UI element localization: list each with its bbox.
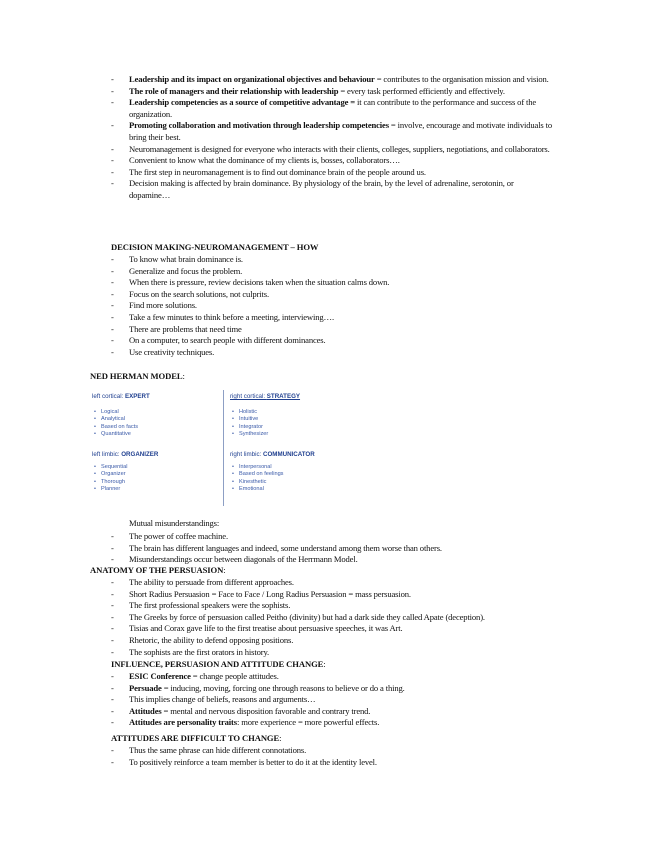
list-item — [0, 155, 655, 167]
dash-bullet: - — [111, 254, 114, 264]
dash-bullet: - — [111, 588, 114, 599]
dash-bullet: - — [111, 756, 114, 767]
item-text: Tisias and Corax gave life to the first treatise about persuasive speeches, it was Art. — [129, 623, 403, 634]
dash-bullet: - — [111, 694, 114, 705]
item-text: = inducing, moving, forcing one through reasons to believe or do a thing. — [161, 682, 405, 693]
dash-bullet: - — [111, 346, 114, 357]
quadrant-left-cortical — [92, 392, 220, 439]
heading-decision-making: DECISION MAKING-NEUROMANAGEMENT – HOW — [111, 242, 319, 252]
bullet-icon: • — [94, 486, 96, 493]
quadrant-item — [230, 416, 348, 423]
bullet-icon: • — [94, 409, 96, 415]
item-text: On a computer, to search people with different dominances. — [129, 335, 326, 346]
list-item — [0, 97, 655, 120]
bold-term: Attitudes — [129, 705, 162, 716]
item-text: = change people attitudes. — [190, 671, 279, 681]
quadrant-item — [230, 424, 348, 431]
dash-bullet: - — [111, 705, 114, 716]
list-item — [0, 324, 655, 336]
dash-bullet: - — [111, 717, 114, 728]
dash-bullet: - — [111, 671, 114, 681]
dash-bullet: - — [111, 311, 114, 322]
list-item — [0, 178, 655, 201]
item-text: Short Radius Persuasion = Face to Face / Long Radius Persuasion = mass persuasion. — [129, 588, 411, 599]
dash-bullet: - — [111, 300, 114, 311]
quadrant-item-text: Emotional — [239, 486, 264, 493]
bullet-icon: • — [94, 471, 96, 478]
dash-bullet: - — [111, 554, 114, 565]
dash-bullet: - — [111, 577, 114, 587]
list-item — [0, 531, 655, 543]
bullet-icon: • — [232, 486, 234, 493]
heading-attitudes: ATTITUDES ARE DIFFICULT TO CHANGE: — [111, 733, 282, 743]
list-item — [0, 745, 655, 757]
item-text: it can contribute to the performance and success of the organization. — [129, 97, 537, 119]
bullet-icon: • — [94, 464, 96, 470]
quadrant-title: right limbic: COMMUNICATOR — [230, 451, 315, 458]
list-item — [0, 612, 655, 624]
item-text: There are problems that need time — [129, 323, 242, 334]
dash-bullet: - — [111, 611, 114, 622]
item-text: To know what brain dominance is. — [129, 254, 243, 264]
dash-bullet: - — [111, 646, 114, 657]
item-text: The sophists are the first orators in history. — [129, 646, 270, 657]
bold-term: Leadership competencies as a source of competitive advantage = — [129, 97, 356, 108]
bold-term: Promoting collaboration and motivation through leadership competencies — [129, 120, 389, 131]
dash-bullet: - — [111, 745, 114, 755]
item-text: Rhetoric, the ability to defend opposing positions. — [129, 634, 294, 645]
bullet-icon: • — [94, 431, 96, 438]
quadrant-item-text: Interpersonal — [239, 464, 272, 470]
quadrant-item-text: Integrator — [239, 423, 263, 430]
dash-bullet: - — [111, 623, 114, 634]
dash-bullet: - — [111, 85, 114, 96]
quadrant-item-text: Intuitive — [239, 416, 259, 423]
bullet-icon: • — [94, 416, 96, 423]
item-text: Neuromanagement is designed for everyone who interacts with their clients, colleges, suppliers, negotiations, and collaborators. — [129, 143, 550, 154]
bold-term: Persuade — [129, 682, 162, 693]
influence-list — [0, 671, 655, 729]
item-text: The Greeks by force of persuasion called Peitho (divinity) but had a dark side they called Apate (deception). — [129, 611, 485, 622]
dash-bullet: - — [111, 634, 114, 645]
quadrant-item — [92, 464, 220, 471]
dash-bullet: - — [111, 97, 114, 108]
list-item — [0, 254, 655, 266]
item-text: The first step in neuromanagement is to find out dominance brain of the people around us. — [129, 166, 426, 177]
item-text: The first professional speakers were the sophists. — [129, 600, 291, 611]
quadrant-item-text: Based on feelings — [239, 471, 284, 478]
quadrant-title: right cortical: STRATEGY — [230, 393, 301, 400]
list-item — [0, 600, 655, 612]
dash-bullet: - — [111, 682, 114, 693]
heading-influence: INFLUENCE, PERSUASION AND ATTITUDE CHANGE: — [111, 659, 326, 669]
bullet-icon: • — [232, 416, 234, 423]
list-item — [0, 683, 655, 695]
quadrant-item-text: Sequential — [101, 464, 128, 470]
quadrant-item — [230, 409, 348, 416]
list-item — [0, 694, 655, 706]
dash-bullet: - — [111, 531, 114, 541]
item-text: Find more solutions. — [129, 300, 197, 311]
dash-bullet: - — [111, 265, 114, 276]
item-text: Take a few minutes to think before a meeting, interviewing…. — [129, 311, 334, 322]
quadrant-item-text: Kinesthetic — [239, 478, 267, 485]
list-item — [0, 647, 655, 659]
quadrant-item-text: Based on facts — [101, 423, 139, 430]
quadrant-title: left cortical: EXPERT — [92, 393, 150, 400]
list-item — [0, 167, 655, 179]
list-item — [0, 86, 655, 98]
list-item — [0, 671, 655, 683]
item-text: To positively reinforce a team member is better to do it at the identity level. — [129, 756, 377, 767]
dash-bullet: - — [111, 288, 114, 299]
list-item — [0, 543, 655, 555]
quadrant-item — [92, 424, 220, 431]
quadrant-item — [230, 471, 348, 478]
list-item — [0, 589, 655, 601]
item-text: Generalize and focus the problem. — [129, 265, 243, 276]
item-text: The power of coffee machine. — [129, 531, 228, 541]
quadrant-item — [92, 416, 220, 423]
quadrant-item — [230, 486, 348, 493]
quadrant-item-text: Quantitative — [101, 431, 131, 438]
list-item — [0, 706, 655, 718]
decision-list — [0, 254, 655, 358]
dash-bullet: - — [111, 178, 114, 189]
item-text: Decision making is affected by brain dominance. By physiology of the brain, by the level of adrenaline, serotonin, or dopamine… — [129, 178, 514, 200]
item-text: = involve, encourage and motivate individuals to bring their best. — [129, 120, 553, 142]
list-item — [0, 74, 655, 86]
list-item — [0, 717, 655, 729]
quadrant-item-text: Analytical — [101, 416, 125, 423]
bold-term: The role of managers and their relationship with leadership — [129, 85, 339, 96]
herrmann-model-figure — [90, 388, 348, 506]
item-text: The brain has different languages and indeed, some understand among them worse than others. — [129, 542, 442, 553]
item-text: Convenient to know what the dominance of my clients is, bosses, collaborators…. — [129, 155, 400, 166]
bold-term: Leadership and its impact on organizational objectives and behaviour — [129, 74, 375, 84]
quadrant-item-text: Logical — [101, 409, 119, 415]
bullet-icon: • — [94, 423, 96, 430]
dash-bullet: - — [111, 74, 114, 84]
list-item — [0, 300, 655, 312]
quadrant-item — [92, 409, 220, 416]
list-item — [0, 335, 655, 347]
list-item — [0, 289, 655, 301]
bullet-icon: • — [232, 423, 234, 430]
quadrant-title: left limbic: ORGANIZER — [92, 451, 159, 458]
persuasion-list — [0, 577, 655, 658]
mutual-misunderstandings-label: Mutual misunderstandings: — [129, 518, 220, 528]
bold-term: ESIC Conference — [129, 671, 191, 681]
quadrant-item-text: Planner — [101, 486, 121, 493]
list-item — [0, 635, 655, 647]
bullet-icon: • — [232, 478, 234, 485]
list-item — [0, 144, 655, 156]
item-text: Use creativity techniques. — [129, 346, 215, 357]
quadrant-right-limbic — [230, 450, 348, 494]
item-text: Misunderstandings occur between diagonals of the Herrmann Model. — [129, 554, 358, 565]
bullet-icon: • — [232, 464, 234, 470]
heading-herrmann-model: NED HERMAN MODEL: — [90, 371, 185, 381]
item-text: = mental and nervous disposition favorable and contrary trend. — [161, 705, 371, 716]
quadrant-item — [230, 479, 348, 486]
list-item — [0, 757, 655, 769]
bullet-icon: • — [232, 431, 234, 438]
list-item — [0, 347, 655, 359]
dash-bullet: - — [111, 542, 114, 553]
bullet-icon: • — [232, 409, 234, 415]
quadrant-item — [92, 486, 220, 493]
quadrant-item — [92, 471, 220, 478]
item-text: When there is pressure, review decisions taken when the situation calms down. — [129, 277, 390, 288]
list-item — [0, 277, 655, 289]
quadrant-item — [92, 479, 220, 486]
bold-term: Attitudes are personality traits — [129, 717, 237, 728]
quadrant-item-text: Synthesizer — [239, 431, 269, 438]
dash-bullet: - — [111, 335, 114, 346]
item-text: This implies change of beliefs, reasons and arguments… — [129, 694, 316, 705]
heading-anatomy-persuasion: ANATOMY OF THE PERSUASION: — [90, 565, 226, 575]
quadrant-item-text: Thorough — [101, 478, 125, 485]
dash-bullet: - — [111, 277, 114, 288]
item-text: Focus on the search solutions, not culprits. — [129, 288, 269, 299]
dash-bullet: - — [111, 323, 114, 334]
dash-bullet: - — [111, 143, 114, 154]
item-text: : more experience = more powerful effects. — [236, 717, 380, 728]
quadrant-right-cortical — [230, 392, 348, 439]
quadrant-item-text: Organizer — [101, 471, 126, 478]
figure-divider — [223, 390, 224, 506]
quadrant-item — [92, 431, 220, 438]
attitudes-list — [0, 745, 655, 768]
item-text: = every task performed efficiently and effectively. — [338, 85, 505, 96]
list-item — [0, 120, 655, 143]
dash-bullet: - — [111, 600, 114, 611]
dash-bullet: - — [111, 155, 114, 166]
item-text: Thus the same phrase can hide different connotations. — [129, 745, 307, 755]
quadrant-item — [230, 431, 348, 438]
list-item — [0, 577, 655, 589]
list-item — [0, 623, 655, 635]
misunderstandings-list — [0, 531, 655, 566]
item-text: The ability to persuade from different approaches. — [129, 577, 294, 587]
quadrant-left-limbic — [92, 450, 220, 494]
bullet-icon: • — [232, 471, 234, 478]
dash-bullet: - — [111, 166, 114, 177]
quadrant-item — [230, 464, 348, 471]
list-item — [0, 312, 655, 324]
list-item — [0, 266, 655, 278]
leadership-list — [0, 74, 655, 202]
bullet-icon: • — [94, 478, 96, 485]
dash-bullet: - — [111, 120, 114, 131]
item-text: = contributes to the organisation mission and vision. — [374, 74, 549, 84]
quadrant-item-text: Holistic — [239, 409, 258, 415]
